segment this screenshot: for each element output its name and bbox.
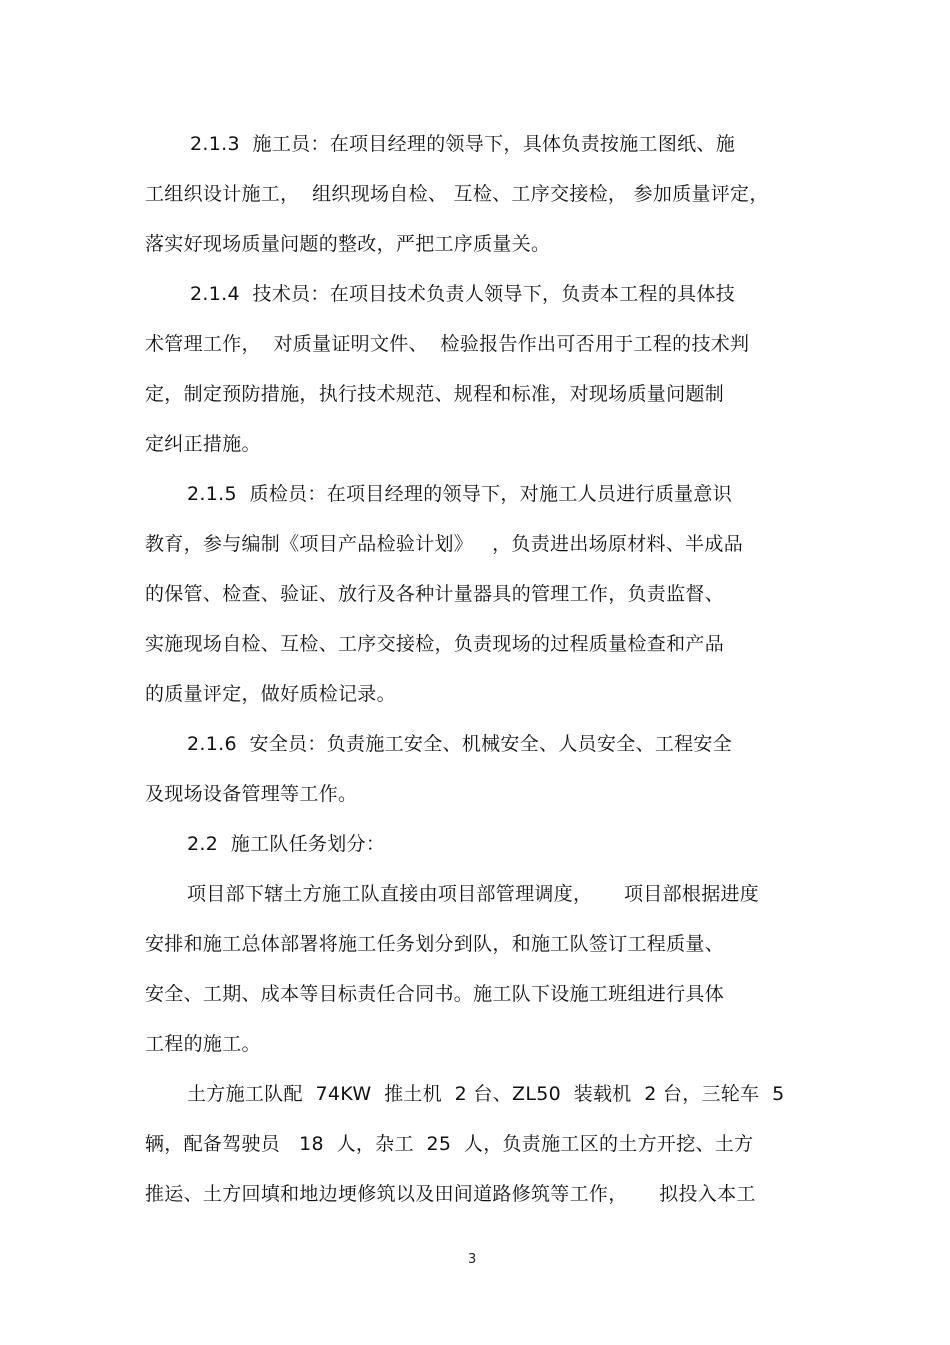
- text-line: 落实好现场质量问题的整改，严把工序质量关。: [145, 233, 551, 255]
- text-line: 项目部下辖土方施工队直接由项目部管理调度， 项目部根据进度: [187, 883, 760, 905]
- text-line: 教育，参与编制《项目产品检验计划》 ，负责进出场原材料、半成品: [145, 533, 744, 555]
- text-line: 2.1.6 安全员：负责施工安全、机械安全、人员安全、工程安全: [187, 733, 733, 755]
- text-line: 工组织设计施工， 组织现场自检、 互检、工序交接检， 参加质量评定，: [145, 183, 769, 205]
- text-line: 及现场设备管理等工作。: [145, 783, 358, 805]
- text-line: 辆，配备驾驶员 18 人，杂工 25 人，负责施工区的土方开挖、土方: [145, 1133, 754, 1155]
- section-heading: 2.2 施工队任务划分：: [187, 833, 386, 855]
- text-line: 推运、土方回填和地边埂修筑以及田间道路修筑等工作， 拟投入本工: [145, 1183, 756, 1205]
- text-line: 术管理工作， 对质量证明文件、 检验报告作出可否用于工程的技术判: [145, 333, 750, 355]
- text-line: 定，制定预防措施，执行技术规范、规程和标准，对现场质量问题制: [145, 383, 725, 405]
- text-line: 工程的施工。: [145, 1033, 261, 1055]
- text-line: 安排和施工总体部署将施工任务划分到队，和施工队签订工程质量、: [145, 933, 725, 955]
- text-line: 安全、工期、成本等目标责任合同书。施工队下设施工班组进行具体: [145, 983, 725, 1005]
- text-line: 定纠正措施。: [145, 433, 261, 455]
- text-line: 的保管、检查、验证、放行及各种计量器具的管理工作，负责监督、: [145, 583, 725, 605]
- text-line: 2.1.5 质检员：在项目经理的领导下，对施工人员进行质量意识: [187, 483, 733, 505]
- page-number: 3: [468, 1252, 477, 1267]
- text-line: 2.1.4 技术员：在项目技术负责人领导下，负责本工程的具体技: [190, 283, 736, 305]
- text-line: 2.1.3 施工员：在项目经理的领导下，具体负责按施工图纸、施: [190, 133, 736, 155]
- text-line: 的质量评定，做好质检记录。: [145, 683, 396, 705]
- text-line: 实施现场自检、互检、工序交接检，负责现场的过程质量检查和产品: [145, 633, 725, 655]
- text-line: 土方施工队配 74KW 推土机 2 台、ZL50 装载机 2 台，三轮车 5: [187, 1083, 785, 1105]
